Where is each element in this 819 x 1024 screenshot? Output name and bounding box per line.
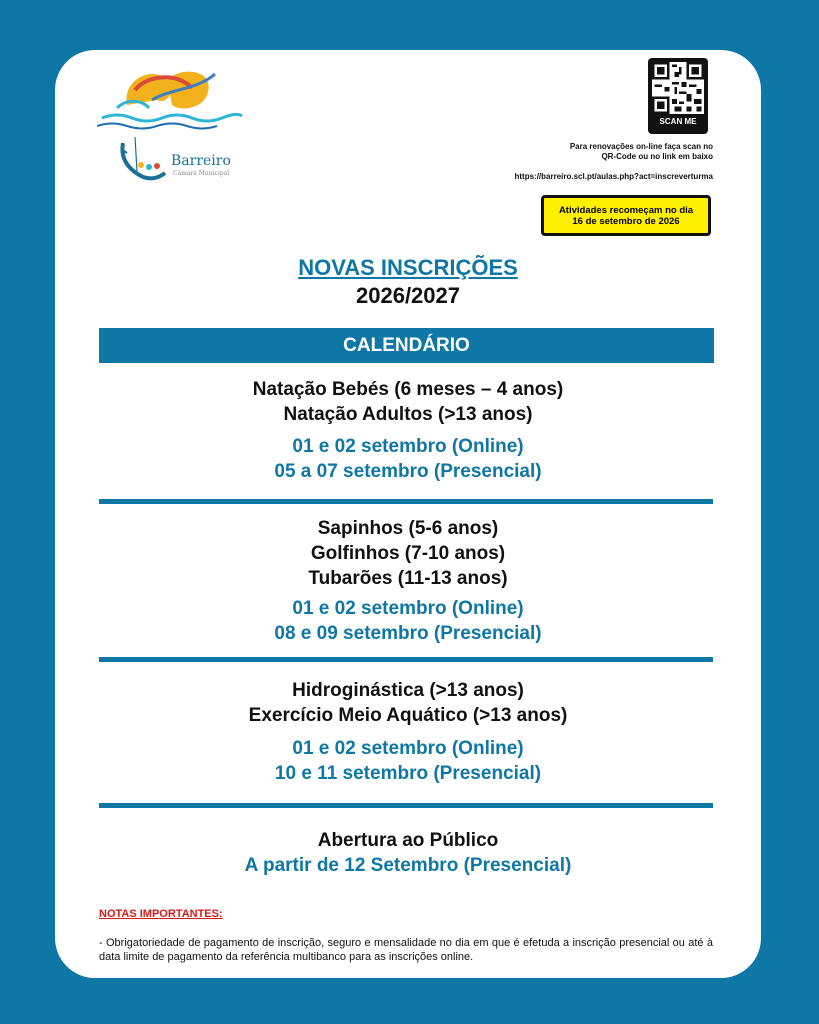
date-online: 01 e 02 setembro (Online) xyxy=(292,738,524,759)
group-label: Abertura ao Público xyxy=(317,830,499,851)
section-public-opening xyxy=(55,828,761,878)
season-year: 2026/2027 xyxy=(356,283,460,308)
section-divider xyxy=(99,657,713,662)
date-presencial: 05 a 07 setembro (Presencial) xyxy=(274,461,542,482)
date-online: 01 e 02 setembro (Online) xyxy=(292,598,524,619)
page-title: NOVAS INSCRIÇÕES xyxy=(298,255,518,280)
group-label: Natação Bebés (6 meses – 4 anos) xyxy=(252,379,564,400)
barreiro-emblem-icon xyxy=(115,135,171,185)
swim-logo xyxy=(97,60,247,132)
restart-notice: Atividades recomeçam no dia 16 de setembro de 2026 xyxy=(541,195,711,236)
barreiro-logo xyxy=(115,135,245,185)
section-divider xyxy=(99,803,713,808)
section-aqua-fitness xyxy=(55,678,761,786)
calendar-header: CALENDÁRIO xyxy=(99,328,714,363)
group-label: Sapinhos (5-6 anos) xyxy=(317,518,499,539)
date-presencial: A partir de 12 Setembro (Presencial) xyxy=(244,855,572,876)
flyer-card xyxy=(55,50,761,978)
section-divider xyxy=(99,499,713,504)
group-label: Golfinhos (7-10 anos) xyxy=(310,543,506,564)
qr-pattern xyxy=(652,62,704,114)
group-label: Exercício Meio Aquático (>13 anos) xyxy=(248,705,568,726)
group-label: Hidroginástica (>13 anos) xyxy=(292,680,524,701)
group-label: Natação Adultos (>13 anos) xyxy=(283,404,533,425)
date-presencial: 08 e 09 setembro (Presencial) xyxy=(274,623,542,644)
renewal-link[interactable]: https://barreiro.scl.pt/aulas.php?act=inscreverturma xyxy=(514,172,713,181)
renewal-instructions: Para renovações on-line faça scan no QR-Code ou no link em baixo xyxy=(569,142,713,161)
group-label: Tubarões (11-13 anos) xyxy=(308,568,508,589)
section-babies-adults xyxy=(55,377,761,484)
org-name: Barreiro xyxy=(171,153,231,169)
notes-text: - Obrigatoriedade de pagamento de inscrição, seguro e mensalidade no dia em que é efetuda a inscrição presencial ou até à data limite de pagamento da referência multibanco para as inscrições online. xyxy=(99,937,713,963)
qr-label: SCAN ME xyxy=(659,117,697,126)
org-subtitle: Câmara Municipal xyxy=(173,170,230,177)
date-presencial: 10 e 11 setembro (Presencial) xyxy=(274,763,542,784)
qr-code[interactable] xyxy=(648,58,708,134)
date-online: 01 e 02 setembro (Online) xyxy=(292,436,524,457)
notes-title: NOTAS IMPORTANTES: xyxy=(99,908,223,920)
section-kids xyxy=(55,516,761,646)
